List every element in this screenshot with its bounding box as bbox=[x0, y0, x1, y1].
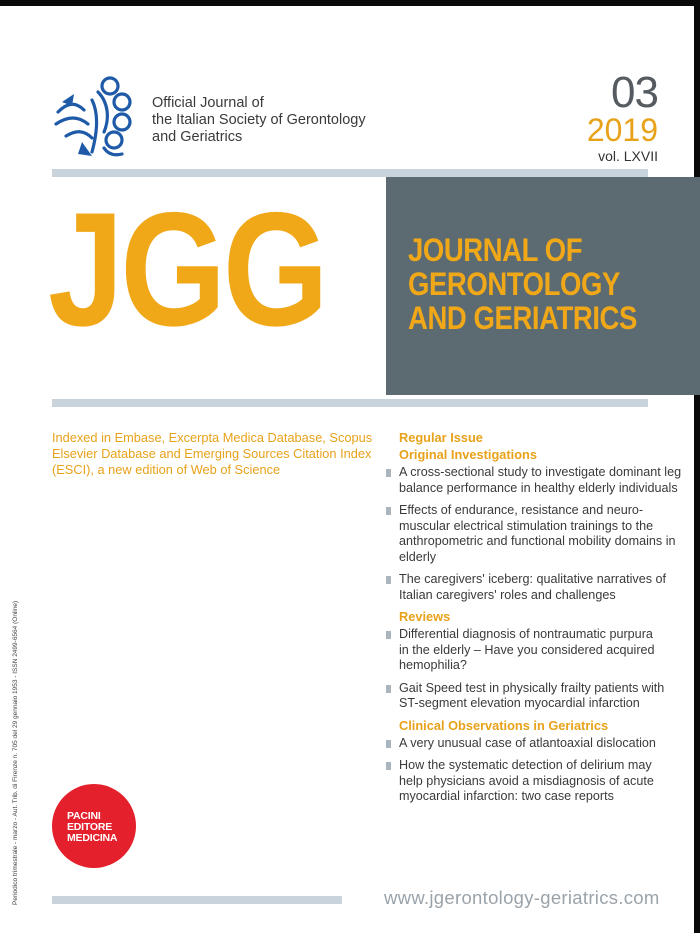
article-title-line: in the elderly – Have you considered acquired bbox=[399, 642, 655, 657]
toc-article[interactable] bbox=[386, 681, 666, 712]
society-line: and Geriatrics bbox=[152, 129, 243, 145]
publisher-line: PACINI bbox=[67, 810, 101, 822]
bullet-icon bbox=[386, 631, 391, 639]
journal-title bbox=[408, 233, 637, 335]
article-title-line: anthropometric and functional mobility domains in bbox=[399, 534, 676, 548]
toc-article[interactable] bbox=[386, 465, 682, 496]
article-title-line: Effects of endurance, resistance and neuro- bbox=[399, 503, 644, 517]
section-heading-original-investigations: Original Investigations bbox=[399, 447, 537, 462]
toc-article[interactable] bbox=[386, 572, 666, 603]
article-title-line: muscular electrical stimulation trainings to the bbox=[399, 518, 654, 533]
publisher-name bbox=[67, 811, 117, 844]
bullet-icon bbox=[386, 685, 391, 693]
table-of-contents bbox=[386, 430, 682, 805]
bullet-icon bbox=[386, 507, 391, 515]
article-title-line: balance performance in healthy elderly individuals bbox=[399, 480, 678, 495]
indexing-line: Indexed in Embase, Excerpta Medica Database, Scopus bbox=[52, 430, 373, 445]
section-heading-clinical-observations: Clinical Observations in Geriatrics bbox=[399, 717, 609, 733]
bullet-icon bbox=[386, 740, 391, 748]
publisher-line: MEDICINA bbox=[67, 832, 118, 844]
issue-number: 03 bbox=[611, 68, 658, 117]
frame-top-border bbox=[0, 0, 700, 6]
publisher-line: EDITORE bbox=[67, 821, 113, 833]
article-title-line: Gait Speed test in physically frailty patients with bbox=[399, 680, 665, 695]
bullet-icon bbox=[386, 576, 391, 584]
journal-title-line: GERONTOLOGY bbox=[408, 266, 620, 302]
journal-title-line: AND GERIATRICS bbox=[408, 300, 637, 336]
article-title-line: myocardial infarction: two case reports bbox=[399, 789, 614, 803]
journal-url[interactable]: www.jgerontology-geriatrics.com bbox=[384, 887, 660, 908]
article-title-line: Italian caregivers' roles and challenges bbox=[399, 587, 616, 602]
divider-bar-bottom bbox=[52, 896, 342, 904]
divider-bar-top bbox=[52, 169, 648, 177]
divider-bar-middle bbox=[52, 399, 648, 407]
issue-volume: vol. LXVII bbox=[598, 148, 658, 164]
toc-article[interactable] bbox=[386, 736, 666, 752]
society-name bbox=[152, 95, 366, 146]
issue-year: 2019 bbox=[586, 112, 658, 148]
toc-article[interactable] bbox=[386, 627, 666, 674]
issue-type-heading: Regular Issue bbox=[399, 430, 483, 445]
frame-right-border bbox=[694, 0, 700, 933]
article-title-line: ST-segment elevation myocardial infarction bbox=[399, 696, 640, 710]
article-title-line: hemophilia? bbox=[399, 658, 467, 672]
bullet-icon bbox=[386, 469, 391, 477]
article-title-line: How the systematic detection of delirium may bbox=[399, 758, 652, 772]
section-heading-reviews: Reviews bbox=[399, 609, 451, 624]
society-line: the Italian Society of Gerontology bbox=[152, 112, 366, 128]
toc-article[interactable] bbox=[386, 503, 676, 565]
article-title-line: A cross-sectional study to investigate dominant leg bbox=[399, 465, 682, 479]
indexing-line: Elsevier Database and Emerging Sources Citation Index bbox=[52, 446, 372, 461]
bullet-icon bbox=[386, 762, 391, 770]
article-title-line: Differential diagnosis of nontraumatic purpura bbox=[399, 627, 653, 641]
journal-title-block bbox=[386, 177, 700, 395]
article-title-line: elderly bbox=[399, 549, 437, 564]
article-title-line: A very unusual case of atlantoaxial dislocation bbox=[399, 735, 656, 750]
society-logo-icon bbox=[52, 72, 140, 160]
indexing-note bbox=[52, 430, 372, 478]
journal-title-line: JOURNAL OF bbox=[408, 232, 583, 268]
publisher-logo bbox=[52, 784, 136, 868]
article-title-line: The caregivers' iceberg: qualitative narratives of bbox=[399, 572, 667, 586]
article-title-line: help physicians avoid a misdiagnosis of acute bbox=[399, 773, 654, 788]
toc-article[interactable] bbox=[386, 758, 666, 805]
indexing-line: (ESCI), a new edition of Web of Science bbox=[52, 462, 281, 477]
registration-note: Periodico trimestrale - marzo - Aut. Trib. di Firenze n. 705 del 29 gennaio 1953 - ISSN 2499-6564 (Online) bbox=[12, 600, 19, 905]
journal-acronym: JGG bbox=[48, 179, 326, 360]
society-line: Official Journal of bbox=[152, 95, 264, 111]
